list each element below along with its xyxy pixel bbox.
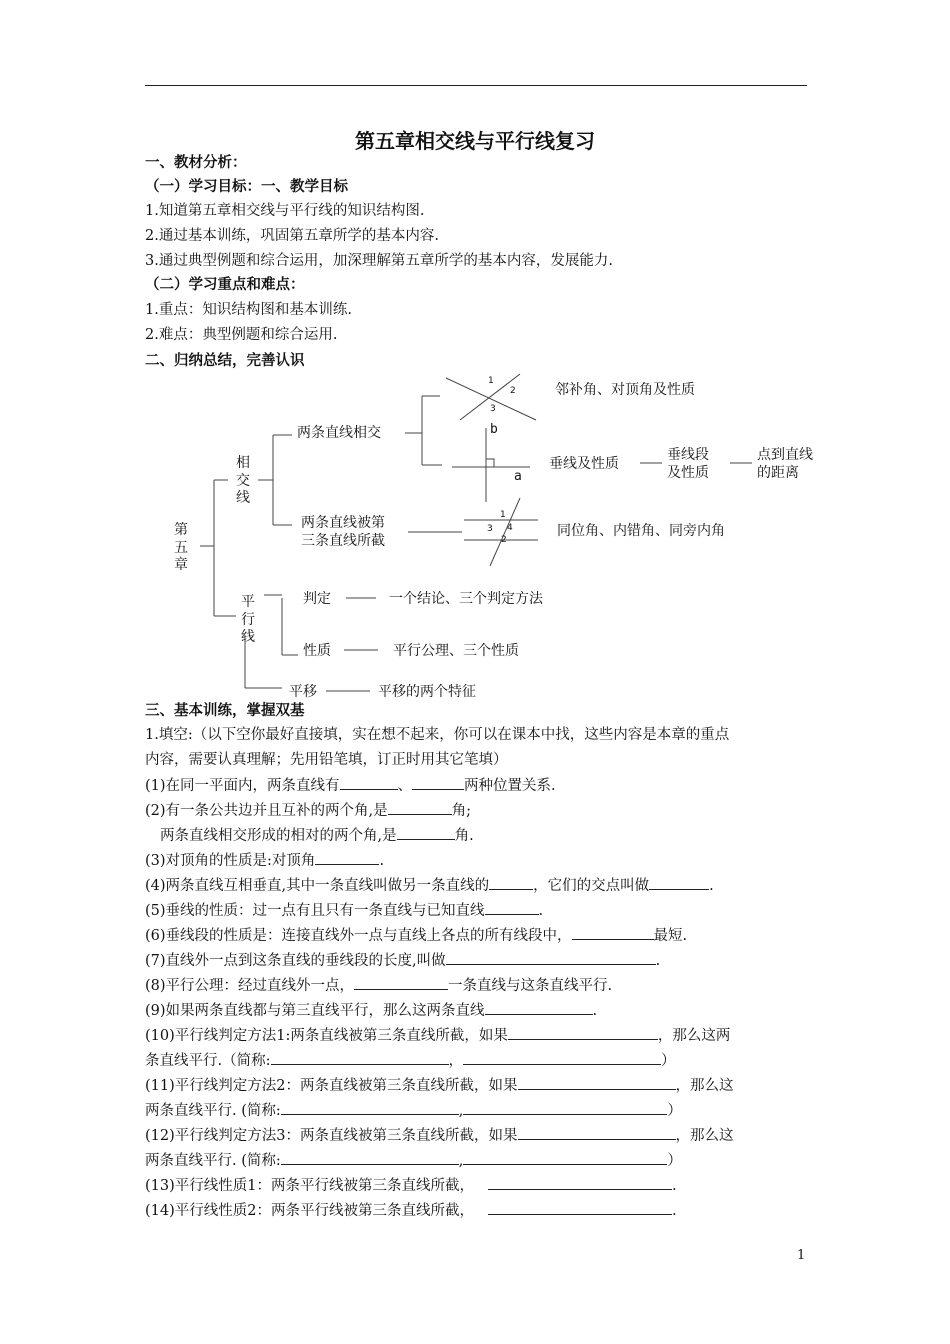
question-4: (4)两条直线互相垂直,其中一条直线叫做另一条直线的 ，它们的交点叫做 . (145, 875, 714, 896)
section-1-heading: 一、教材分析： (145, 155, 247, 171)
answer-blank[interactable] (463, 1100, 667, 1115)
translation-node: 平移 (289, 684, 317, 700)
answer-blank[interactable] (649, 875, 709, 890)
page-number: 1 (797, 1248, 806, 1263)
key-points-heading: （二）学习重点和难点： (145, 277, 305, 293)
root-node: 章 (174, 557, 188, 573)
angle-types-node: 同位角、内错角、同旁内角 (557, 523, 725, 539)
intersect-node: 相 (236, 455, 250, 471)
question-11: (11)平行线判定方法2：两条直线被第三条直线所截，如果 ，那么这 (145, 1075, 734, 1096)
perpendicular-node: 垂线及性质 (549, 456, 619, 472)
header-rule (145, 85, 807, 86)
page-title: 第五章相交线与平行线复习 (355, 129, 595, 153)
answer-blank[interactable] (489, 875, 533, 890)
goal-2: 2.通过基本训练，巩固第五章所学的基本内容. (145, 228, 439, 244)
parallel-node: 平 (241, 594, 255, 610)
angle-label: 2 (510, 386, 516, 396)
answer-blank[interactable] (340, 775, 398, 790)
answer-blank[interactable] (315, 850, 379, 865)
perpendicular-segment-node: 及性质 (667, 465, 709, 481)
goal-1: 1.知道第五章相交线与平行线的知识结构图. (145, 203, 425, 219)
answer-blank[interactable] (485, 1000, 593, 1015)
learning-goals-heading: （一）学习目标：一、教学目标 (145, 179, 348, 195)
property-desc-node: 平行公理、三个性质 (393, 643, 519, 659)
intersect-node: 线 (236, 490, 250, 506)
key-point-1: 1.重点：知识结构图和基本训练. (145, 302, 352, 318)
answer-blank[interactable] (572, 925, 654, 940)
question-5: (5)垂线的性质：过一点有且只有一条直线与已知直线 . (145, 900, 543, 921)
question-1: (1)在同一平面内，两条直线有 、 两种位置关系. (145, 775, 556, 796)
question-3: (3)对顶角的性质是:对顶角 . (145, 850, 384, 871)
criteria-node: 判定 (303, 591, 331, 607)
question-9: (9)如果两条直线都与第三直线平行，那么这两条直线 . (145, 1000, 597, 1021)
knowledge-structure-map (0, 370, 950, 705)
adjacent-angles-node: 邻补角、对顶角及性质 (555, 382, 695, 398)
two-lines-intersect-node: 两条直线相交 (297, 425, 381, 441)
answer-blank[interactable] (485, 900, 539, 915)
angle-label: 3 (490, 404, 496, 414)
question-7: (7)直线外一点到这条直线的垂线段的长度,叫做 . (145, 950, 660, 971)
answer-blank[interactable] (518, 1075, 676, 1090)
angle-label: 1 (488, 376, 494, 386)
angle-label: 2 (501, 535, 507, 545)
intersect-node: 交 (236, 473, 250, 489)
root-node: 第 (174, 522, 188, 538)
answer-blank[interactable] (488, 1200, 672, 1215)
answer-blank[interactable] (463, 1150, 667, 1165)
answer-blank[interactable] (281, 1100, 459, 1115)
perpendicular-segment-node: 垂线段 (667, 447, 709, 463)
answer-blank[interactable] (518, 1125, 676, 1140)
fill-intro-line-2: 内容，需要认真理解；先用铅笔填，订正时用其它笔填） (145, 752, 508, 768)
parallel-node: 线 (241, 629, 255, 645)
question-13: (13)平行线性质1：两条平行线被第三条直线所截， . (145, 1175, 677, 1196)
angle-label: 3 (487, 524, 493, 534)
angle-label: 4 (507, 523, 513, 533)
question-14: (14)平行线性质2：两条平行线被第三条直线所截， . (145, 1200, 677, 1221)
fill-intro-line-1: 1.填空:（以下空你最好直接填，实在想不起来，你可以在课本中找，这些内容是本章的重点 (145, 727, 730, 743)
answer-blank[interactable] (397, 825, 455, 840)
answer-blank[interactable] (388, 800, 452, 815)
angle-label: 1 (500, 510, 506, 520)
criteria-desc-node: 一个结论、三个判定方法 (389, 591, 543, 607)
question-11b: 两条直线平行. (简称: , ） (145, 1100, 682, 1121)
point-distance-node: 的距离 (757, 465, 799, 481)
question-10b: 条直线平行.（简称: ， ） (145, 1050, 676, 1071)
question-12b: 两条直线平行. (简称: , ） (145, 1150, 682, 1171)
question-8: (8)平行公理：经过直线外一点， 一条直线与这条直线平行. (145, 975, 612, 996)
cut-by-third-line-node: 三条直线所截 (301, 533, 385, 549)
question-12: (12)平行线判定方法3：两条直线被第三条直线所截，如果 ，那么这 (145, 1125, 734, 1146)
answer-blank[interactable] (488, 1175, 672, 1190)
answer-blank[interactable] (271, 1050, 449, 1065)
root-node: 五 (174, 540, 188, 556)
question-10: (10)平行线判定方法1:两条直线被第三条直线所截，如果 ，那么这两 (145, 1025, 730, 1046)
answer-blank[interactable] (446, 950, 656, 965)
answer-blank[interactable] (412, 775, 464, 790)
point-distance-node: 点到直线 (757, 447, 813, 463)
line-label-a: a (514, 469, 522, 484)
question-2b: 两条直线相交形成的相对的两个角,是 角. (160, 825, 474, 846)
question-2: (2)有一条公共边并且互补的两个角,是 角; (145, 800, 471, 821)
section-2-heading: 二、归纳总结，完善认识 (145, 353, 305, 369)
answer-blank[interactable] (354, 975, 448, 990)
property-node: 性质 (303, 643, 331, 659)
question-6: (6)垂线段的性质是：连接直线外一点与直线上各点的所有线段中， 最短. (145, 925, 687, 946)
section-3-heading: 三、基本训练，掌握双基 (145, 703, 305, 719)
goal-3: 3.通过典型例题和综合运用，加深理解第五章所学的基本内容，发展能力. (145, 253, 613, 269)
parallel-node: 行 (241, 612, 255, 628)
cut-by-third-line-node: 两条直线被第 (301, 515, 385, 531)
key-point-2: 2.难点：典型例题和综合运用. (145, 327, 338, 343)
line-label-b: b (490, 422, 498, 437)
answer-blank[interactable] (508, 1025, 658, 1040)
answer-blank[interactable] (463, 1050, 661, 1065)
answer-blank[interactable] (281, 1150, 459, 1165)
translation-desc-node: 平移的两个特征 (378, 684, 476, 700)
